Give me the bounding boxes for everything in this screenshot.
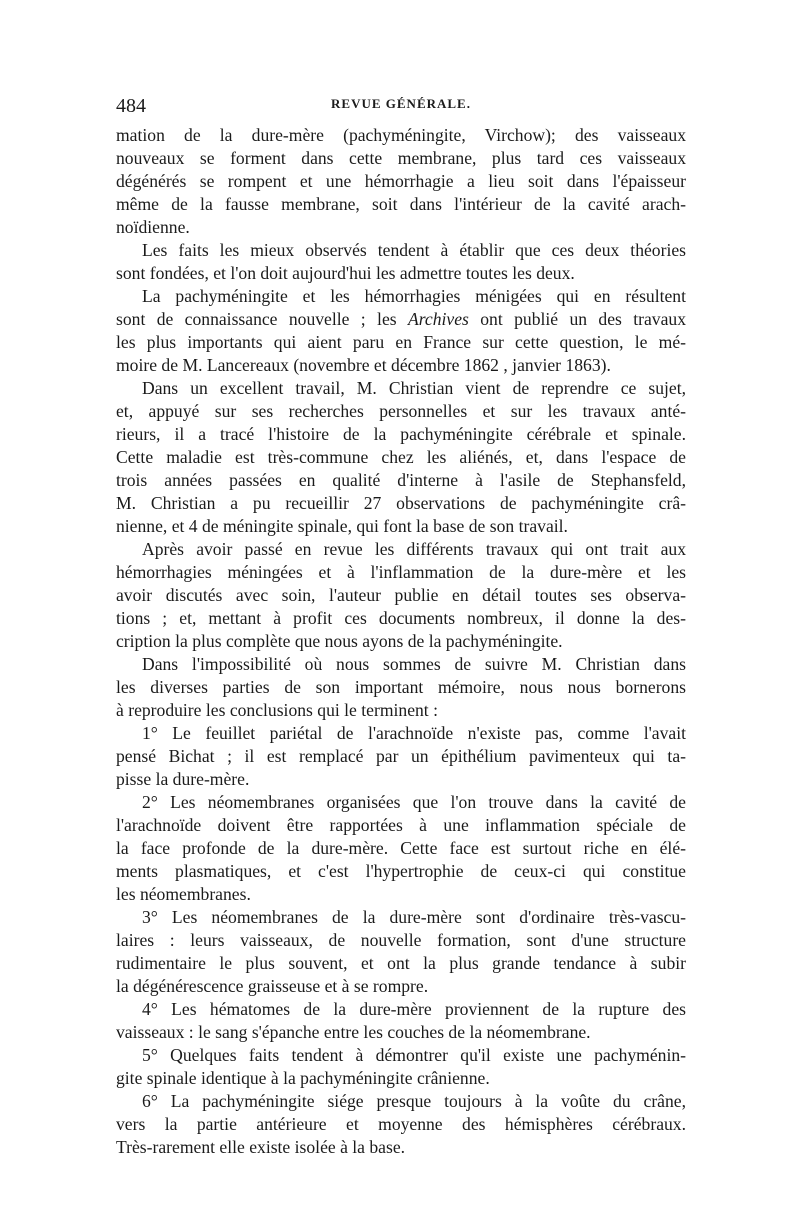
text-line: sont fondées, et l'on doit aujourd'hui les admettre toutes les deux. [116, 263, 575, 283]
text-line: les néomembranes. [116, 884, 251, 904]
text-line: Cette maladie est très-commune chez les aliénés, et, dans l'espace de [116, 447, 686, 467]
text-line: Les faits les mieux observés tendent à établir que ces deux théories [142, 240, 686, 260]
text-line: la dégénérescence graisseuse et à se rompre. [116, 976, 429, 996]
paragraph [116, 1044, 686, 1090]
text-line: La pachyméningite et les hémorrhagies ménigées qui en résultent [142, 286, 686, 306]
text-line: mation de la dure-mère (pachyméningite, Virchow); des vaisseaux [116, 125, 686, 145]
text-line: 3° Les néomembranes de la dure-mère sont d'ordinaire très-vascu- [142, 907, 686, 927]
text-line: vaisseaux : le sang s'épanche entre les couches de la néomembrane. [116, 1022, 591, 1042]
book-page [116, 94, 686, 1159]
text-line: à reproduire les conclusions qui le terminent : [116, 700, 438, 720]
text-line: tions ; et, mettant à profit ces documents nombreux, il donne la des- [116, 608, 686, 628]
text-line: trois années passées en qualité d'interne à l'asile de Stephansfeld, [116, 470, 686, 490]
page-header [116, 94, 686, 124]
paragraph [116, 906, 686, 998]
paragraph [116, 538, 686, 653]
paragraph [116, 998, 686, 1044]
text-line: nienne, et 4 de méningite spinale, qui font la base de son travail. [116, 516, 568, 536]
running-title: REVUE GÉNÉRALE. [331, 96, 471, 111]
text-line: Dans un excellent travail, M. Christian vient de reprendre ce sujet, [142, 378, 686, 398]
text-line: les diverses parties de son important mémoire, nous nous bornerons [116, 677, 686, 697]
text-line: pisse la dure-mère. [116, 769, 250, 789]
text-line: 2° Les néomembranes organisées que l'on trouve dans la cavité de [142, 792, 686, 812]
text-line: rudimentaire le plus souvent, et ont la plus grande tendance à subir [116, 953, 686, 973]
text-line: sont de connaissance nouvelle ; les Archives ont publié un des travaux [116, 309, 686, 329]
text-line: dégénérés se rompent et une hémorrhagie a lieu soit dans l'épaisseur [116, 171, 686, 191]
text-line: laires : leurs vaisseaux, de nouvelle formation, sont d'une structure [116, 930, 686, 950]
italic-title: Archives [407, 309, 469, 329]
text-line: avoir discutés avec soin, l'auteur publie en détail toutes ses observa- [116, 585, 686, 605]
text-line: Très-rarement elle existe isolée à la base. [116, 1137, 406, 1157]
text-line: hémorrhagies méningées et à l'inflammation de la dure-mère et les [116, 562, 686, 582]
text-line: moire de M. Lancereaux (novembre et décembre 1862 , janvier 1863). [116, 355, 611, 375]
text-line: 1° Le feuillet pariétal de l'arachnoïde n'existe pas, comme l'avait [142, 723, 686, 743]
text-line: vers la partie antérieure et moyenne des hémisphères cérébraux. [116, 1114, 686, 1134]
text-line: et, appuyé sur ses recherches personnelles et sur les travaux anté- [116, 401, 686, 421]
text-line: gite spinale identique à la pachyméningite crânienne. [116, 1068, 490, 1088]
text-line: l'arachnoïde doivent être rapportées à une inflammation spéciale de [116, 815, 686, 835]
page-number: 484 [116, 95, 146, 117]
text-line: pensé Bichat ; il est remplacé par un épithélium pavimenteux qui ta- [116, 746, 686, 766]
text-line: rieurs, il a tracé l'histoire de la pachyméningite cérébrale et spinale. [116, 424, 686, 444]
text-line: 5° Quelques faits tendent à démontrer qu'il existe une pachyménin- [142, 1045, 686, 1065]
body-text [116, 124, 686, 1159]
text-line: 4° Les hématomes de la dure-mère proviennent de la rupture des [142, 999, 686, 1019]
text-line: 6° La pachyméningite siége presque toujours à la voûte du crâne, [142, 1091, 686, 1111]
text-line: les plus importants qui aient paru en France sur cette question, le mé- [116, 332, 686, 352]
text-line: noïdienne. [116, 217, 190, 237]
paragraph [116, 239, 686, 285]
text-line: Après avoir passé en revue les différents travaux qui ont trait aux [142, 539, 686, 559]
paragraph [116, 377, 686, 538]
paragraph [116, 285, 686, 377]
text-line: même de la fausse membrane, soit dans l'intérieur de la cavité arach- [116, 194, 686, 214]
paragraph [116, 124, 686, 239]
text-line: nouveaux se forment dans cette membrane, plus tard ces vaisseaux [116, 148, 686, 168]
text-line: Dans l'impossibilité où nous sommes de suivre M. Christian dans [142, 654, 686, 674]
paragraph [116, 653, 686, 722]
paragraph [116, 722, 686, 791]
paragraph [116, 1090, 686, 1159]
text-line: M. Christian a pu recueillir 27 observations de pachyméningite crâ- [116, 493, 686, 513]
text-line: ments plasmatiques, et c'est l'hypertrophie de ceux-ci qui constitue [116, 861, 686, 881]
text-line: la face profonde de la dure-mère. Cette face est surtout riche en élé- [116, 838, 686, 858]
paragraph [116, 791, 686, 906]
text-line: cription la plus complète que nous ayons de la pachyméningite. [116, 631, 563, 651]
